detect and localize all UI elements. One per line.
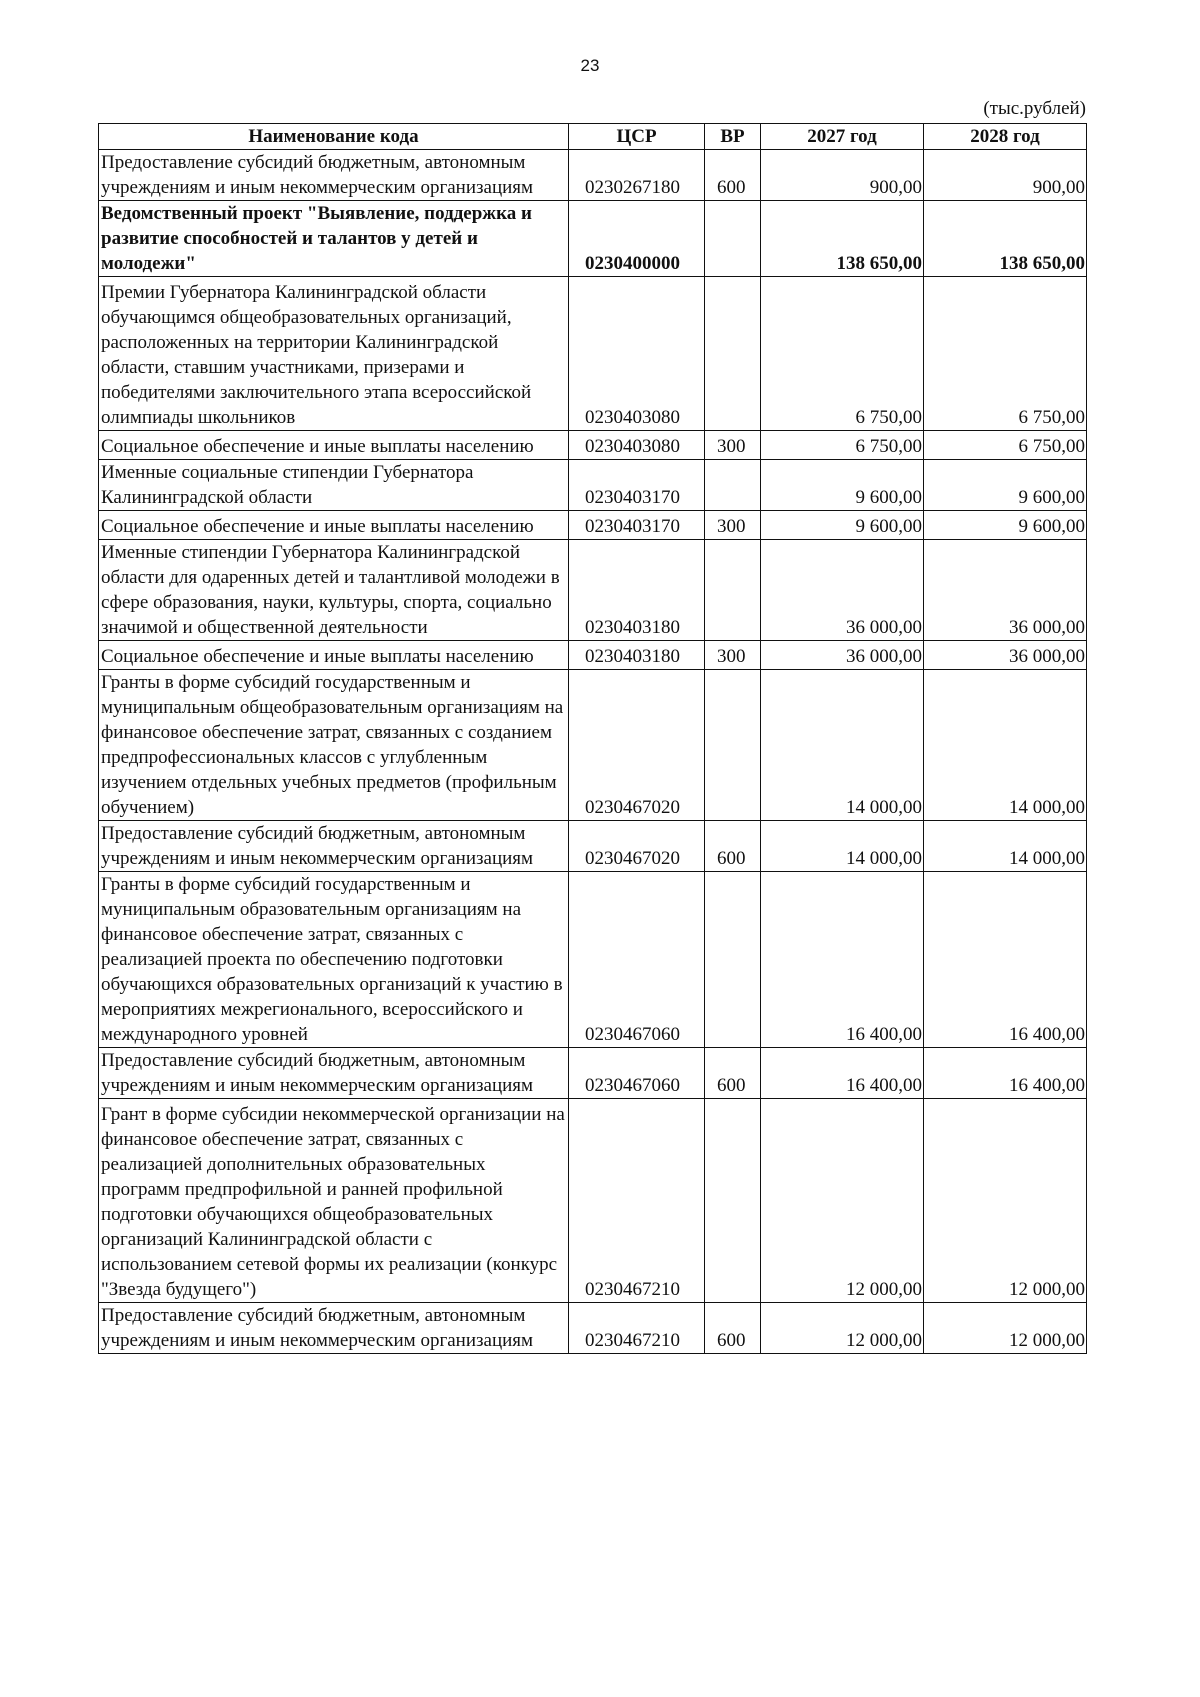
table-row xyxy=(99,150,1087,201)
cell-2027: 6 750,00 xyxy=(761,277,924,431)
table-row xyxy=(99,431,1087,460)
cell-vr xyxy=(705,670,761,821)
table-body xyxy=(99,150,1087,1354)
table-row xyxy=(99,1048,1087,1099)
cell-csr: 0230467060 xyxy=(569,872,705,1048)
cell-2028: 16 400,00 xyxy=(924,872,1087,1048)
cell-2027: 16 400,00 xyxy=(761,1048,924,1099)
table-row xyxy=(99,872,1087,1048)
cell-2028: 9 600,00 xyxy=(924,511,1087,540)
cell-2027: 9 600,00 xyxy=(761,511,924,540)
cell-vr: 300 xyxy=(705,641,761,670)
cell-name: Именные стипендии Губернатора Калининградской области для одаренных детей и талантливой молодежи в сфере образования, науки, культуры, спорта, социально значимой и общественной деятельности xyxy=(99,540,569,641)
table-header-row xyxy=(99,124,1087,150)
cell-2027: 9 600,00 xyxy=(761,460,924,511)
cell-2028: 36 000,00 xyxy=(924,641,1087,670)
header-name: Наименование кода xyxy=(99,124,569,150)
cell-2028: 36 000,00 xyxy=(924,540,1087,641)
cell-csr: 0230403180 xyxy=(569,641,705,670)
cell-csr: 0230403170 xyxy=(569,511,705,540)
cell-vr xyxy=(705,460,761,511)
header-2028: 2028 год xyxy=(924,124,1087,150)
cell-name: Предоставление субсидий бюджетным, автономным учреждениям и иным некоммерческим организациям xyxy=(99,150,569,201)
cell-vr: 300 xyxy=(705,431,761,460)
table-row xyxy=(99,277,1087,431)
cell-csr: 0230403170 xyxy=(569,460,705,511)
cell-vr: 600 xyxy=(705,1303,761,1354)
cell-2028: 12 000,00 xyxy=(924,1099,1087,1303)
cell-name: Гранты в форме субсидий государственным и муниципальным образовательным организациям на финансовое обеспечение затрат, связанных с реализацией проекта по обеспечению подготовки обучающихся образовательных организаций к участию в мероприятиях межрегионального, всероссийского и международного уровней xyxy=(99,872,569,1048)
cell-name: Ведомственный проект "Выявление, поддержка и развитие способностей и талантов у детей и молодежи" xyxy=(99,201,569,277)
table-row xyxy=(99,540,1087,641)
cell-name: Социальное обеспечение и иные выплаты населению xyxy=(99,511,569,540)
cell-name: Предоставление субсидий бюджетным, автономным учреждениям и иным некоммерческим организациям xyxy=(99,1303,569,1354)
cell-csr: 0230403080 xyxy=(569,431,705,460)
cell-name: Премии Губернатора Калининградской области обучающимся общеобразовательных организаций, расположенных на территории Калининградской области, ставшим участниками, призерами и победителями заключительного этапа всероссийской олимпиады школьников xyxy=(99,277,569,431)
cell-name: Предоставление субсидий бюджетным, автономным учреждениям и иным некоммерческим организациям xyxy=(99,1048,569,1099)
table-row xyxy=(99,460,1087,511)
cell-2027: 12 000,00 xyxy=(761,1303,924,1354)
cell-vr: 600 xyxy=(705,1048,761,1099)
cell-vr: 600 xyxy=(705,150,761,201)
cell-csr: 0230403180 xyxy=(569,540,705,641)
cell-2028: 6 750,00 xyxy=(924,431,1087,460)
table-row xyxy=(99,511,1087,540)
cell-2027: 14 000,00 xyxy=(761,670,924,821)
cell-2027: 36 000,00 xyxy=(761,540,924,641)
cell-vr xyxy=(705,540,761,641)
cell-2028: 6 750,00 xyxy=(924,277,1087,431)
cell-csr: 0230467210 xyxy=(569,1099,705,1303)
cell-csr: 0230467060 xyxy=(569,1048,705,1099)
header-2027: 2027 год xyxy=(761,124,924,150)
table-row xyxy=(99,1099,1087,1303)
cell-2028: 12 000,00 xyxy=(924,1303,1087,1354)
cell-2028: 14 000,00 xyxy=(924,821,1087,872)
cell-vr xyxy=(705,201,761,277)
cell-csr: 0230467020 xyxy=(569,670,705,821)
cell-vr xyxy=(705,872,761,1048)
cell-name: Именные социальные стипендии Губернатора Калининградской области xyxy=(99,460,569,511)
cell-vr xyxy=(705,1099,761,1303)
unit-note: (тыс.рублей) xyxy=(983,98,1086,119)
header-vr: ВР xyxy=(705,124,761,150)
cell-vr: 300 xyxy=(705,511,761,540)
cell-2028: 9 600,00 xyxy=(924,460,1087,511)
cell-csr: 0230467020 xyxy=(569,821,705,872)
cell-name: Предоставление субсидий бюджетным, автономным учреждениям и иным некоммерческим организациям xyxy=(99,821,569,872)
cell-name: Гранты в форме субсидий государственным и муниципальным общеобразовательным организациям на финансовое обеспечение затрат, связанных с созданием предпрофессиональных классов с углубленным изучением отдельных учебных предметов (профильным обучением) xyxy=(99,670,569,821)
cell-2027: 6 750,00 xyxy=(761,431,924,460)
cell-name: Социальное обеспечение и иные выплаты населению xyxy=(99,431,569,460)
cell-name: Грант в форме субсидии некоммерческой организации на финансовое обеспечение затрат, связанных с реализацией дополнительных образовательных программ предпрофильной и ранней профильной подготовки обучающихся общеобразовательных организаций Калининградской области с использованием сетевой формы их реализации (конкурс "Звезда будущего") xyxy=(99,1099,569,1303)
cell-2028: 900,00 xyxy=(924,150,1087,201)
cell-2028: 138 650,00 xyxy=(924,201,1087,277)
cell-name: Социальное обеспечение и иные выплаты населению xyxy=(99,641,569,670)
cell-csr: 0230467210 xyxy=(569,1303,705,1354)
budget-table xyxy=(98,123,1087,1354)
cell-2027: 138 650,00 xyxy=(761,201,924,277)
table-row xyxy=(99,1303,1087,1354)
cell-csr: 0230403080 xyxy=(569,277,705,431)
cell-vr xyxy=(705,277,761,431)
table-row xyxy=(99,201,1087,277)
cell-2028: 16 400,00 xyxy=(924,1048,1087,1099)
cell-csr: 0230267180 xyxy=(569,150,705,201)
cell-2028: 14 000,00 xyxy=(924,670,1087,821)
table-row xyxy=(99,821,1087,872)
table-row xyxy=(99,670,1087,821)
cell-2027: 16 400,00 xyxy=(761,872,924,1048)
header-csr: ЦСР xyxy=(569,124,705,150)
cell-2027: 12 000,00 xyxy=(761,1099,924,1303)
cell-vr: 600 xyxy=(705,821,761,872)
page-number: 23 xyxy=(580,56,600,75)
cell-2027: 36 000,00 xyxy=(761,641,924,670)
cell-2027: 900,00 xyxy=(761,150,924,201)
table-row xyxy=(99,641,1087,670)
cell-2027: 14 000,00 xyxy=(761,821,924,872)
cell-csr: 0230400000 xyxy=(569,201,705,277)
